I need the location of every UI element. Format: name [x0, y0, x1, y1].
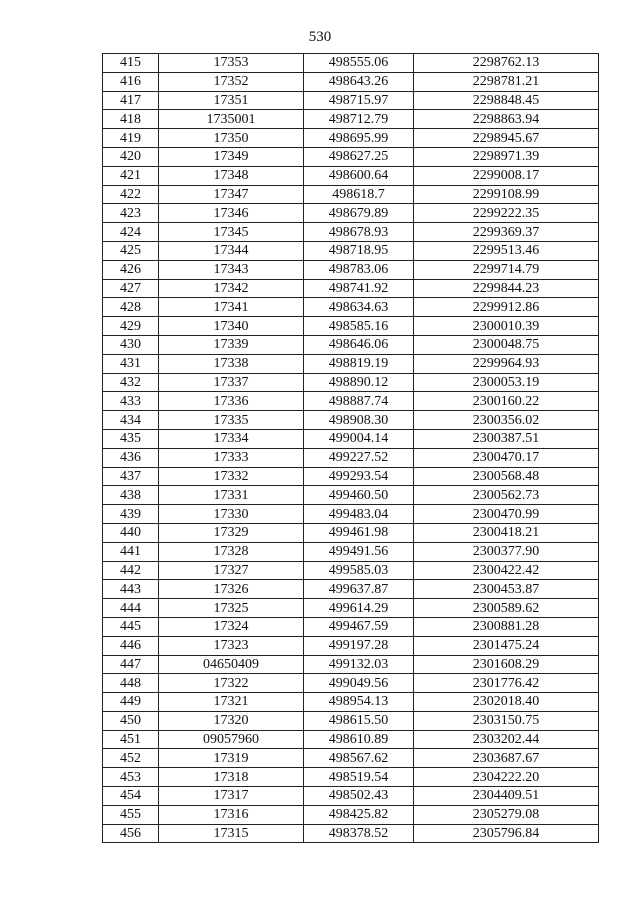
y-coordinate-cell: 2303687.67	[414, 749, 599, 768]
table-row	[103, 617, 599, 636]
row-number-cell: 430	[103, 335, 159, 354]
table-row	[103, 542, 599, 561]
point-id-cell: 17319	[159, 749, 304, 768]
y-coordinate-cell: 2300010.39	[414, 317, 599, 336]
point-id-cell: 17334	[159, 429, 304, 448]
row-number-cell: 421	[103, 166, 159, 185]
row-number-cell: 439	[103, 505, 159, 524]
y-coordinate-cell: 2302018.40	[414, 693, 599, 712]
y-coordinate-cell: 2300562.73	[414, 486, 599, 505]
row-number-cell: 448	[103, 674, 159, 693]
row-number-cell: 438	[103, 486, 159, 505]
x-coordinate-cell: 498610.89	[304, 730, 414, 749]
row-number-cell: 420	[103, 147, 159, 166]
table-row	[103, 241, 599, 260]
y-coordinate-cell: 2303202.44	[414, 730, 599, 749]
y-coordinate-cell: 2304409.51	[414, 787, 599, 806]
table-row	[103, 317, 599, 336]
y-coordinate-cell: 2301608.29	[414, 655, 599, 674]
row-number-cell: 455	[103, 805, 159, 824]
x-coordinate-cell: 498819.19	[304, 354, 414, 373]
point-id-cell: 17320	[159, 711, 304, 730]
table-row	[103, 411, 599, 430]
x-coordinate-cell: 499467.59	[304, 617, 414, 636]
y-coordinate-cell: 2300053.19	[414, 373, 599, 392]
point-id-cell: 17352	[159, 72, 304, 91]
table-row	[103, 730, 599, 749]
point-id-cell: 17343	[159, 260, 304, 279]
table-row	[103, 805, 599, 824]
point-id-cell: 17337	[159, 373, 304, 392]
point-id-cell: 1735001	[159, 110, 304, 129]
x-coordinate-cell: 498643.26	[304, 72, 414, 91]
x-coordinate-cell: 499483.04	[304, 505, 414, 524]
row-number-cell: 435	[103, 429, 159, 448]
x-coordinate-cell: 499004.14	[304, 429, 414, 448]
x-coordinate-cell: 499049.56	[304, 674, 414, 693]
point-id-cell: 17322	[159, 674, 304, 693]
x-coordinate-cell: 498585.16	[304, 317, 414, 336]
point-id-cell: 17342	[159, 279, 304, 298]
row-number-cell: 425	[103, 241, 159, 260]
row-number-cell: 422	[103, 185, 159, 204]
y-coordinate-cell: 2303150.75	[414, 711, 599, 730]
point-id-cell: 17332	[159, 467, 304, 486]
point-id-cell: 17323	[159, 636, 304, 655]
table-row	[103, 429, 599, 448]
table-row	[103, 768, 599, 787]
table-row	[103, 655, 599, 674]
table-row	[103, 824, 599, 843]
point-id-cell: 17348	[159, 166, 304, 185]
table-row	[103, 486, 599, 505]
table-row	[103, 749, 599, 768]
point-id-cell: 17324	[159, 617, 304, 636]
point-id-cell: 17331	[159, 486, 304, 505]
point-id-cell: 17344	[159, 241, 304, 260]
x-coordinate-cell: 498600.64	[304, 166, 414, 185]
point-id-cell: 17326	[159, 580, 304, 599]
point-id-cell: 17325	[159, 599, 304, 618]
y-coordinate-cell: 2298762.13	[414, 54, 599, 73]
point-id-cell: 17335	[159, 411, 304, 430]
row-number-cell: 423	[103, 204, 159, 223]
point-id-cell: 17316	[159, 805, 304, 824]
y-coordinate-cell: 2300048.75	[414, 335, 599, 354]
x-coordinate-cell: 498715.97	[304, 91, 414, 110]
row-number-cell: 426	[103, 260, 159, 279]
row-number-cell: 432	[103, 373, 159, 392]
row-number-cell: 446	[103, 636, 159, 655]
row-number-cell: 443	[103, 580, 159, 599]
y-coordinate-cell: 2299964.93	[414, 354, 599, 373]
page-number: 530	[308, 29, 332, 45]
x-coordinate-cell: 499614.29	[304, 599, 414, 618]
point-id-cell: 17338	[159, 354, 304, 373]
row-number-cell: 450	[103, 711, 159, 730]
row-number-cell: 441	[103, 542, 159, 561]
y-coordinate-cell: 2298971.39	[414, 147, 599, 166]
x-coordinate-cell: 499197.28	[304, 636, 414, 655]
x-coordinate-cell: 498678.93	[304, 223, 414, 242]
x-coordinate-cell: 498695.99	[304, 129, 414, 148]
y-coordinate-cell: 2300387.51	[414, 429, 599, 448]
y-coordinate-cell: 2299108.99	[414, 185, 599, 204]
x-coordinate-cell: 498378.52	[304, 824, 414, 843]
y-coordinate-cell: 2298781.21	[414, 72, 599, 91]
table-row	[103, 787, 599, 806]
table-row	[103, 354, 599, 373]
row-number-cell: 442	[103, 561, 159, 580]
table-row	[103, 147, 599, 166]
point-id-cell: 17350	[159, 129, 304, 148]
point-id-cell: 17330	[159, 505, 304, 524]
row-number-cell: 444	[103, 599, 159, 618]
row-number-cell: 419	[103, 129, 159, 148]
point-id-cell: 17341	[159, 298, 304, 317]
table-row	[103, 636, 599, 655]
row-number-cell: 440	[103, 523, 159, 542]
x-coordinate-cell: 498908.30	[304, 411, 414, 430]
row-number-cell: 454	[103, 787, 159, 806]
table-row	[103, 335, 599, 354]
y-coordinate-cell: 2300160.22	[414, 392, 599, 411]
row-number-cell: 453	[103, 768, 159, 787]
point-id-cell: 17353	[159, 54, 304, 73]
y-coordinate-cell: 2298863.94	[414, 110, 599, 129]
point-id-cell: 09057960	[159, 730, 304, 749]
row-number-cell: 417	[103, 91, 159, 110]
table-row	[103, 523, 599, 542]
x-coordinate-cell: 499637.87	[304, 580, 414, 599]
table-row	[103, 711, 599, 730]
x-coordinate-cell: 498519.54	[304, 768, 414, 787]
row-number-cell: 433	[103, 392, 159, 411]
y-coordinate-cell: 2300470.17	[414, 448, 599, 467]
y-coordinate-cell: 2305279.08	[414, 805, 599, 824]
point-id-cell: 17318	[159, 768, 304, 787]
row-number-cell: 424	[103, 223, 159, 242]
y-coordinate-cell: 2300589.62	[414, 599, 599, 618]
point-id-cell: 17351	[159, 91, 304, 110]
table-row	[103, 505, 599, 524]
table-row	[103, 129, 599, 148]
table-row	[103, 448, 599, 467]
x-coordinate-cell: 498618.7	[304, 185, 414, 204]
x-coordinate-cell: 499585.03	[304, 561, 414, 580]
table-row	[103, 599, 599, 618]
point-id-cell: 17346	[159, 204, 304, 223]
row-number-cell: 436	[103, 448, 159, 467]
row-number-cell: 418	[103, 110, 159, 129]
point-id-cell: 04650409	[159, 655, 304, 674]
x-coordinate-cell: 498679.89	[304, 204, 414, 223]
y-coordinate-cell: 2298945.67	[414, 129, 599, 148]
row-number-cell: 431	[103, 354, 159, 373]
y-coordinate-cell: 2298848.45	[414, 91, 599, 110]
y-coordinate-cell: 2299714.79	[414, 260, 599, 279]
point-id-cell: 17347	[159, 185, 304, 204]
y-coordinate-cell: 2299008.17	[414, 166, 599, 185]
y-coordinate-cell: 2299513.46	[414, 241, 599, 260]
y-coordinate-cell: 2300470.99	[414, 505, 599, 524]
x-coordinate-cell: 498954.13	[304, 693, 414, 712]
y-coordinate-cell: 2300568.48	[414, 467, 599, 486]
table-row	[103, 166, 599, 185]
row-number-cell: 415	[103, 54, 159, 73]
table-row	[103, 580, 599, 599]
row-number-cell: 456	[103, 824, 159, 843]
table-row	[103, 260, 599, 279]
point-id-cell: 17327	[159, 561, 304, 580]
row-number-cell: 437	[103, 467, 159, 486]
x-coordinate-cell: 499293.54	[304, 467, 414, 486]
table-row	[103, 54, 599, 73]
row-number-cell: 427	[103, 279, 159, 298]
x-coordinate-cell: 498718.95	[304, 241, 414, 260]
y-coordinate-cell: 2299369.37	[414, 223, 599, 242]
table-row	[103, 110, 599, 129]
point-id-cell: 17315	[159, 824, 304, 843]
row-number-cell: 447	[103, 655, 159, 674]
row-number-cell: 434	[103, 411, 159, 430]
y-coordinate-cell: 2301475.24	[414, 636, 599, 655]
y-coordinate-cell: 2301776.42	[414, 674, 599, 693]
y-coordinate-cell: 2304222.20	[414, 768, 599, 787]
x-coordinate-cell: 499461.98	[304, 523, 414, 542]
x-coordinate-cell: 498712.79	[304, 110, 414, 129]
point-id-cell: 17345	[159, 223, 304, 242]
point-id-cell: 17349	[159, 147, 304, 166]
point-id-cell: 17340	[159, 317, 304, 336]
table-row	[103, 373, 599, 392]
x-coordinate-cell: 499460.50	[304, 486, 414, 505]
y-coordinate-cell: 2300356.02	[414, 411, 599, 430]
point-id-cell: 17333	[159, 448, 304, 467]
table-row	[103, 279, 599, 298]
table-row	[103, 204, 599, 223]
x-coordinate-cell: 498502.43	[304, 787, 414, 806]
coordinates-table-body	[103, 54, 599, 843]
table-row	[103, 91, 599, 110]
y-coordinate-cell: 2300422.42	[414, 561, 599, 580]
row-number-cell: 451	[103, 730, 159, 749]
table-row	[103, 693, 599, 712]
table-row	[103, 185, 599, 204]
point-id-cell: 17317	[159, 787, 304, 806]
y-coordinate-cell: 2299912.86	[414, 298, 599, 317]
row-number-cell: 429	[103, 317, 159, 336]
x-coordinate-cell: 498567.62	[304, 749, 414, 768]
x-coordinate-cell: 498890.12	[304, 373, 414, 392]
x-coordinate-cell: 499227.52	[304, 448, 414, 467]
row-number-cell: 452	[103, 749, 159, 768]
point-id-cell: 17328	[159, 542, 304, 561]
y-coordinate-cell: 2300881.28	[414, 617, 599, 636]
table-row	[103, 72, 599, 91]
x-coordinate-cell: 498627.25	[304, 147, 414, 166]
x-coordinate-cell: 498425.82	[304, 805, 414, 824]
x-coordinate-cell: 498634.63	[304, 298, 414, 317]
table-row	[103, 561, 599, 580]
row-number-cell: 449	[103, 693, 159, 712]
y-coordinate-cell: 2300453.87	[414, 580, 599, 599]
y-coordinate-cell: 2300418.21	[414, 523, 599, 542]
x-coordinate-cell: 498887.74	[304, 392, 414, 411]
y-coordinate-cell: 2300377.90	[414, 542, 599, 561]
y-coordinate-cell: 2305796.84	[414, 824, 599, 843]
point-id-cell: 17321	[159, 693, 304, 712]
row-number-cell: 416	[103, 72, 159, 91]
table-row	[103, 223, 599, 242]
x-coordinate-cell: 499132.03	[304, 655, 414, 674]
y-coordinate-cell: 2299844.23	[414, 279, 599, 298]
row-number-cell: 445	[103, 617, 159, 636]
point-id-cell: 17329	[159, 523, 304, 542]
point-id-cell: 17336	[159, 392, 304, 411]
x-coordinate-cell: 499491.56	[304, 542, 414, 561]
x-coordinate-cell: 498555.06	[304, 54, 414, 73]
table-row	[103, 392, 599, 411]
table-row	[103, 467, 599, 486]
coordinates-table	[102, 53, 599, 843]
x-coordinate-cell: 498783.06	[304, 260, 414, 279]
y-coordinate-cell: 2299222.35	[414, 204, 599, 223]
x-coordinate-cell: 498615.50	[304, 711, 414, 730]
point-id-cell: 17339	[159, 335, 304, 354]
x-coordinate-cell: 498646.06	[304, 335, 414, 354]
table-row	[103, 674, 599, 693]
x-coordinate-cell: 498741.92	[304, 279, 414, 298]
row-number-cell: 428	[103, 298, 159, 317]
table-row	[103, 298, 599, 317]
